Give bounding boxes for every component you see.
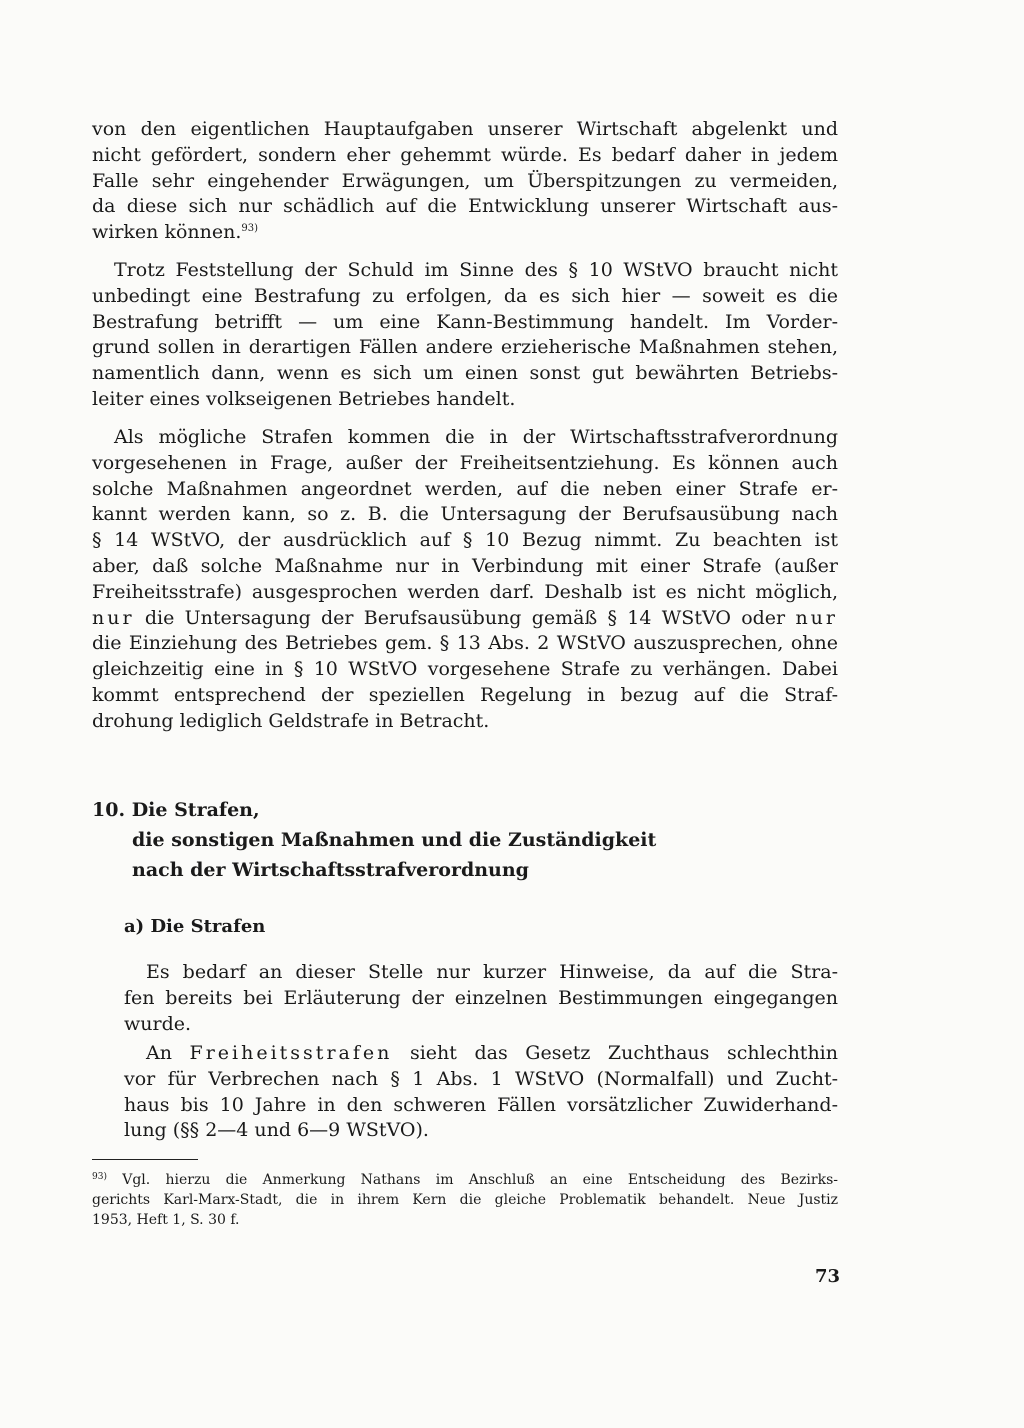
footnote-marker: 93)	[92, 1172, 107, 1182]
page-number: 73	[815, 1266, 841, 1287]
paragraph-1	[92, 117, 838, 246]
text-line: § 14 WStVO, der ausdrücklich auf § 10 Bezug nimmt. Zu beachten ist	[92, 529, 838, 552]
text-line: haus bis 10 Jahre in den schweren Fällen vorsätzlicher Zuwiderhand-	[124, 1093, 838, 1116]
footnote-line: 1953, Heft 1, S. 30 f.	[92, 1212, 240, 1228]
text-line: Es bedarf an dieser Stelle nur kurzer Hinweise, da auf die Stra-	[146, 961, 838, 983]
text-line: unbedingt eine Bestrafung zu erfolgen, da es sich hier — soweit es die	[92, 284, 838, 307]
text-line: wurde.	[124, 1012, 192, 1035]
paragraph-3	[92, 425, 838, 735]
paragraph-4	[124, 960, 838, 1037]
footnote-line	[92, 1170, 838, 1190]
text-span: sieht das Gesetz Zuchthaus schlechthin	[392, 1042, 838, 1064]
text-line: kannt werden kann, so z. B. die Untersagung der Berufsausübung nach	[92, 503, 838, 526]
footnote	[92, 1170, 838, 1230]
text-line	[92, 220, 838, 246]
subsection-heading: a) Die Strafen	[124, 916, 266, 937]
spaced-emphasis: Freiheitsstrafen	[189, 1042, 393, 1064]
text-line: leiter eines volkseigenen Betriebes handelt.	[92, 387, 516, 410]
heading-line-1	[92, 795, 656, 825]
text-line	[124, 1041, 838, 1067]
footnote-reference: 93)	[241, 223, 259, 235]
text-span: An	[146, 1042, 190, 1064]
text-line: vor für Verbrechen nach § 1 Abs. 1 WStVO (Normalfall) und Zucht-	[124, 1067, 838, 1090]
text-line: gleichzeitig eine in § 10 WStVO vorgesehene Strafe zu verhängen. Dabei	[92, 658, 838, 681]
heading-line-3: nach der Wirtschaftsstrafverordnung	[132, 859, 529, 881]
paragraph-5	[124, 1041, 838, 1144]
text-line: von den eigentlichen Hauptaufgaben unserer Wirtschaft abgelenkt und	[92, 118, 838, 140]
text-line: Freiheitsstrafe) ausgesprochen werden darf. Deshalb ist es nicht möglich,	[92, 580, 838, 603]
text-line: nicht gefördert, sondern eher gehemmt würde. Es bedarf daher in jedem	[92, 143, 838, 166]
footnote-divider	[92, 1159, 198, 1160]
text-line: Bestrafung betrifft — um eine Kann-Bestimmung handelt. Im Vorder-	[92, 310, 838, 333]
heading-text: Die Strafen,	[131, 799, 260, 821]
text-line: die Einziehung des Betriebes gem. § 13 Abs. 2 WStVO auszusprechen, ohne	[92, 632, 838, 655]
section-number: 10.	[92, 799, 126, 821]
footnote-line: gerichts Karl-Marx-Stadt, die in ihrem Kern die gleiche Problematik behandelt. Neue Justiz	[92, 1192, 838, 1208]
text-span: Vgl. hierzu die Anmerkung Nathans im Anschluß an eine Entscheidung des Bezirks-	[122, 1172, 838, 1188]
text-line	[92, 606, 838, 632]
text-line: namentlich dann, wenn es sich um einen sonst gut bewährten Betriebs-	[92, 362, 838, 385]
spaced-emphasis: nur	[92, 606, 135, 629]
text-span: die Untersagung der Berufsausübung gemäß § 14 WStVO oder	[134, 606, 796, 629]
text-line: solche Maßnahmen angeordnet werden, auf die neben einer Strafe er-	[92, 477, 838, 500]
spaced-emphasis: nur	[795, 606, 838, 629]
text-line: da diese sich nur schädlich auf die Entwicklung unserer Wirtschaft aus-	[92, 195, 838, 218]
text-line: kommt entsprechend der speziellen Regelung in bezug auf die Straf-	[92, 683, 838, 706]
text-line: Falle sehr eingehender Erwägungen, um Überspitzungen zu vermeiden,	[92, 169, 838, 192]
heading-line-2: die sonstigen Maßnahmen und die Zuständigkeit	[132, 829, 657, 851]
text-line: vorgesehenen in Frage, außer der Freiheitsentziehung. Es können auch	[92, 451, 838, 474]
text-line: drohung lediglich Geldstrafe in Betracht.	[92, 709, 490, 732]
text-line: aber, daß solche Maßnahme nur in Verbindung mit einer Strafe (außer	[92, 554, 838, 577]
text-line: Als mögliche Strafen kommen die in der Wirtschaftsstrafverordnung	[114, 426, 838, 448]
text-line: grund sollen in derartigen Fällen andere erzieherische Maßnahmen stehen,	[92, 336, 838, 359]
paragraph-2	[92, 258, 838, 413]
section-heading	[92, 795, 656, 885]
text-line: fen bereits bei Erläuterung der einzelnen Bestimmungen eingegangen	[124, 986, 838, 1009]
text-line: lung (§§ 2—4 und 6—9 WStVO).	[124, 1119, 429, 1142]
text-span: wirken können.	[92, 221, 242, 244]
text-line: Trotz Feststellung der Schuld im Sinne des § 10 WStVO braucht nicht	[114, 259, 838, 281]
